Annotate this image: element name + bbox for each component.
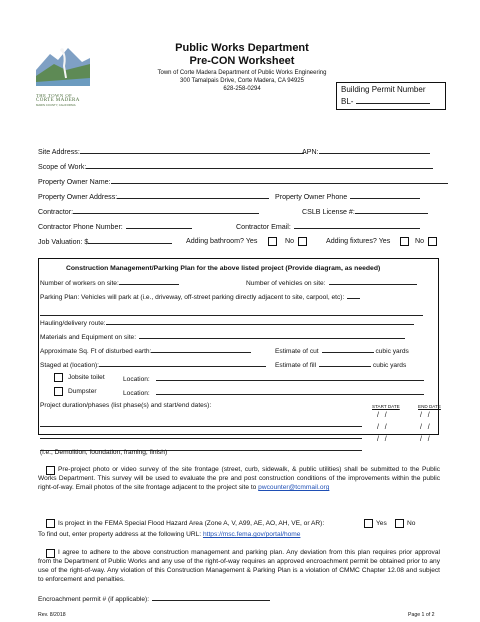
bathroom-no-checkbox[interactable] [298,237,307,246]
disturbed-input[interactable] [151,346,251,353]
flood-find-text: To find out, enter property address at the following URL: [38,531,202,538]
disturbed-row [40,346,251,356]
owner-phone-row [275,192,420,202]
header-subtitle: Pre-CON Worksheet [189,55,295,67]
cslb-input[interactable] [355,207,428,214]
phase1-end-date[interactable]: / / [420,412,430,419]
apn-input[interactable] [319,147,430,154]
site-address-row [38,147,304,157]
disturbed-label: Approximate Sq. Ft of disturbed earth: [40,348,152,355]
staged-input[interactable] [99,360,266,367]
contractor-phone-input[interactable] [126,222,192,229]
duration-label: Project duration/phases (list phase(s) and start/end dates): [40,402,212,409]
fema-url-link[interactable]: https://msc.fema.gov/portal/home [202,531,301,538]
cslb-row [302,207,428,217]
contractor-email-input[interactable] [294,222,420,229]
phase2-end-date[interactable]: / / [420,424,430,431]
owner-address-label: Property Owner Address: [38,193,118,201]
valuation-label: Job Valuation: $ [38,238,89,246]
toilet-location-input[interactable] [156,374,424,381]
flood-zone-checkbox[interactable] [46,519,55,528]
owner-phone-input[interactable] [350,192,420,199]
header-phone: 628-258-0294 [223,86,261,92]
owner-name-row [38,177,448,187]
logo-heron-mountain-graphic [36,40,90,86]
workers-label: Number of workers on site: [40,280,119,287]
parking-row [40,292,360,302]
materials-input[interactable] [139,332,405,339]
logo-text-line1: THE TOWN OF [36,93,73,98]
cut-row [275,346,409,356]
flood-yes-checkbox[interactable] [364,519,373,528]
cm-heading: Construction Management/Parking Plan for the above listed project (Provide diagram, as needed) [66,265,381,272]
permit-prefix: BL- [341,97,354,106]
header-address-line1: Town of Corte Madera Department of Public Works Engineering [157,70,327,76]
fixtures-question: Adding fixtures? Yes [326,237,391,245]
flood-no-checkbox[interactable] [395,519,404,528]
logo-text-line3: MARIN COUNTY, CALIFORNIA [36,103,76,107]
dumpster-location-input[interactable] [156,388,424,395]
dumpster-label: Dumpster [68,388,97,395]
owner-phone-label: Property Owner Phone [275,193,348,201]
permit-number-field[interactable] [341,97,430,106]
contractor-label: Contractor: [38,208,74,216]
contractor-email-row [236,222,420,232]
workers-row [40,278,179,288]
site-address-label: Site Address: [38,148,80,156]
pre-project-email-link[interactable]: pwcounter@tcmmail.org [258,484,330,491]
agreement-text: I agree to adhere to the above construction management and parking plan. Any deviation from this plan requires prior approval from the Department of Public Works and any use of the right-of-way requires an approved encroachment permit be obtained prior to any use of the right-of-way. Any violation of this Construction Management & Parking Plan is a violation of CMMC Chapter 12.08 and subject to enforcement and penalties. [38,549,440,583]
fixtures-no-label: No [415,237,425,245]
header-address-line2: 300 Tamalpais Drive, Corte Madera, CA 94925 [180,78,304,84]
header-title: Public Works Department [175,42,309,54]
materials-label: Materials and Equipment on site: [40,334,137,341]
page-number: Page 1 of 2 [408,612,435,618]
valuation-input[interactable] [88,237,172,244]
contractor-input[interactable] [73,207,259,214]
apn-label: APN: [302,148,319,156]
fill-input[interactable] [319,360,371,367]
phase2-start-date[interactable]: / / [377,424,387,431]
owner-name-label: Property Owner Name: [38,178,111,186]
pre-project-text: Pre-project photo or video survey of the site frontage (street, curb, sidewalk, & public utilities) shall be submitted to the Public Works Department. This survey will be used to evaluate the pre and post construction conditions of the improvements within the public right-of-way. Email photos of the site frontage adjacent to the project site to [38,466,440,491]
encroachment-label: Encroachment permit # (if applicable): [38,596,150,603]
pre-project-paragraph [38,465,440,492]
flood-find-row [38,531,300,539]
toilet-location-row [123,374,424,384]
owner-address-input[interactable] [117,192,269,199]
permit-number-label: Building Permit Number [341,85,426,94]
hauling-row [40,318,414,328]
parking-input[interactable] [347,292,360,299]
bathroom-question: Adding bathroom? Yes [186,237,258,245]
encroachment-row [38,594,270,604]
phase3-start-date[interactable]: / / [377,436,387,443]
encroachment-input[interactable] [152,594,270,601]
materials-row [40,332,405,342]
scope-label: Scope of Work: [38,163,87,171]
fixtures-no-checkbox[interactable] [428,237,437,246]
jobsite-toilet-checkbox[interactable] [54,373,63,382]
town-logo [36,40,90,107]
hauling-label: Hauling/delivery route: [40,320,106,327]
staged-row [40,360,266,370]
end-date-header: END DATE [418,404,441,409]
phase1-start-date[interactable]: / / [377,412,387,419]
cut-input[interactable] [322,346,374,353]
scope-row [38,162,433,172]
fixtures-yes-checkbox[interactable] [400,237,409,246]
apn-row [302,147,430,157]
scope-input[interactable] [86,162,433,169]
site-address-input[interactable] [80,147,304,154]
vehicles-label: Number of vehicles on site: [246,280,326,287]
phase-example: (i.e., Demolition, foundation, framing, finish) [40,449,168,456]
owner-address-row [38,192,269,202]
contractor-row [38,207,259,217]
contractor-phone-row [38,222,192,232]
bathroom-no-label: No [285,237,295,245]
cut-label: Estimate of cut [275,348,319,355]
parking-label: Parking Plan: Vehicles will park at (i.e., driveway, off-street parking directly adjacent to site, carpool, etc): [40,294,345,301]
flood-zone-question: Is project in the FEMA Special Flood Hazard Area (Zone A, V, A99, AE, AO, AH, VE, or AR): [58,520,325,527]
cut-unit: cubic yards [375,348,409,355]
dumpster-location-row [123,388,424,398]
flood-no-label: No [407,520,416,527]
revision-date: Rev. 8/2018 [38,612,66,618]
owner-name-input[interactable] [111,177,448,184]
hauling-input[interactable] [106,318,414,325]
cslb-label: CSLB License #: [302,208,355,216]
logo-text-line2: CORTE MADERA [36,98,80,103]
phase3-end-date[interactable]: / / [420,436,430,443]
fill-row [275,360,406,370]
start-date-header: START DATE [372,404,400,409]
contractor-email-label: Contractor Email: [236,223,291,231]
contractor-phone-label: Contractor Phone Number: [38,223,123,231]
valuation-row [38,237,172,247]
toilet-location-label: Location: [123,376,150,383]
bathroom-yes-checkbox[interactable] [268,237,277,246]
vehicles-row [246,278,417,288]
fill-label: Estimate of fill [275,362,317,369]
agreement-paragraph [38,548,440,584]
dumpster-checkbox[interactable] [54,387,63,396]
vehicles-input[interactable] [329,278,417,285]
fill-unit: cubic yards [372,362,407,369]
workers-input[interactable] [119,278,179,285]
staged-label: Staged at (location): [40,362,100,369]
jobsite-toilet-label: Jobsite toilet [68,374,105,381]
flood-yes-label: Yes [376,520,387,527]
dumpster-location-label: Location: [123,390,150,397]
